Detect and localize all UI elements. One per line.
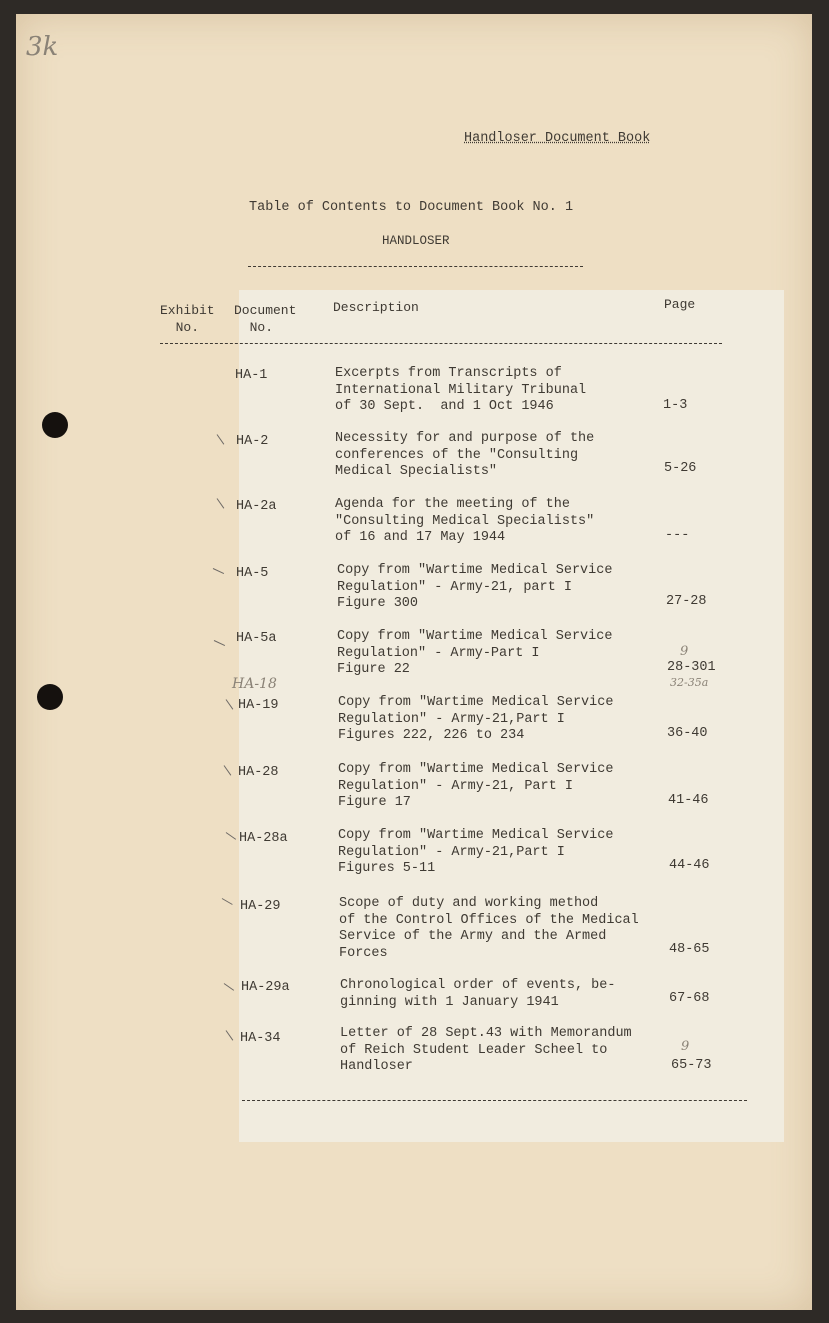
description: Copy from "Wartime Medical Service Regulation" - Army-21, Part I Figure 17 [338,762,614,810]
page-range: 5-26 [664,461,697,476]
book-title: Handloser Document Book [464,131,651,146]
document-number: HA-2 [236,434,269,449]
document-number: HA-29 [240,899,281,914]
page-range: 27-28 [666,594,707,609]
page-correction-mark: 9 [681,1039,690,1054]
page-range: 67-68 [669,991,710,1006]
column-description: Description [333,300,419,315]
document-number: HA-19 [238,698,279,713]
page-correction-mark: 9 [680,644,689,659]
page-range: 48-65 [669,942,710,957]
description: Copy from "Wartime Medical Service Regulation" - Army-21,Part I Figures 5-11 [338,828,614,876]
page-correction-mark: 32-35a [670,676,709,689]
description: Scope of duty and working method of the Control Offices of the Medical Service of the Army and the Armed Forces [339,896,639,961]
page-range: --- [665,528,690,543]
document-number: HA-5 [236,566,269,581]
corner-mark: 3k [26,32,59,62]
document-number: HA-29a [241,980,290,995]
description: Copy from "Wartime Medical Service Regulation" - Army-21,Part I Figures 222, 226 to 234 [338,695,614,743]
description: Agenda for the meeting of the "Consulting Medical Specialists" of 16 and 17 May 1944 [335,497,595,545]
defendant-name: HANDLOSER [382,234,450,248]
description: Copy from "Wartime Medical Service Regulation" - Army-Part I Figure 22 [337,629,613,677]
document-number: HA-28 [238,765,279,780]
document-correction-mark: HA-18 [232,676,277,692]
document-number: HA-1 [235,368,268,383]
page-range: 28-301 [667,660,716,675]
document-number: HA-28a [239,831,288,846]
description: Excerpts from Transcripts of International Military Tribunal of 30 Sept. and 1 Oct 1946 [335,366,587,414]
description: Letter of 28 Sept.43 with Memorandum of Reich Student Leader Scheel to Handloser [340,1026,632,1074]
document-number: HA-5a [236,631,277,646]
punch-hole [37,684,63,710]
description: Copy from "Wartime Medical Service Regulation" - Army-21, part I Figure 300 [337,563,613,611]
column-page: Page [664,297,696,312]
description: Necessity for and purpose of the conferences of the "Consulting Medical Specialists" [335,431,595,479]
title-divider [248,266,583,267]
document-number: HA-34 [240,1031,281,1046]
page-range: 44-46 [669,858,710,873]
page-range: 65-73 [671,1058,712,1073]
header-divider [160,343,722,344]
document-number: HA-2a [236,499,277,514]
page-range: 36-40 [667,726,708,741]
toc-title: Table of Contents to Document Book No. 1 [249,200,574,215]
column-exhibit: Exhibit No. [160,303,215,335]
page-range: 41-46 [668,793,709,808]
column-document: Document No. [234,303,297,335]
table-end-divider [242,1100,747,1101]
description: Chronological order of events, be- ginning with 1 January 1941 [340,978,616,1010]
page-range: 1-3 [663,398,688,413]
punch-hole [42,412,68,438]
